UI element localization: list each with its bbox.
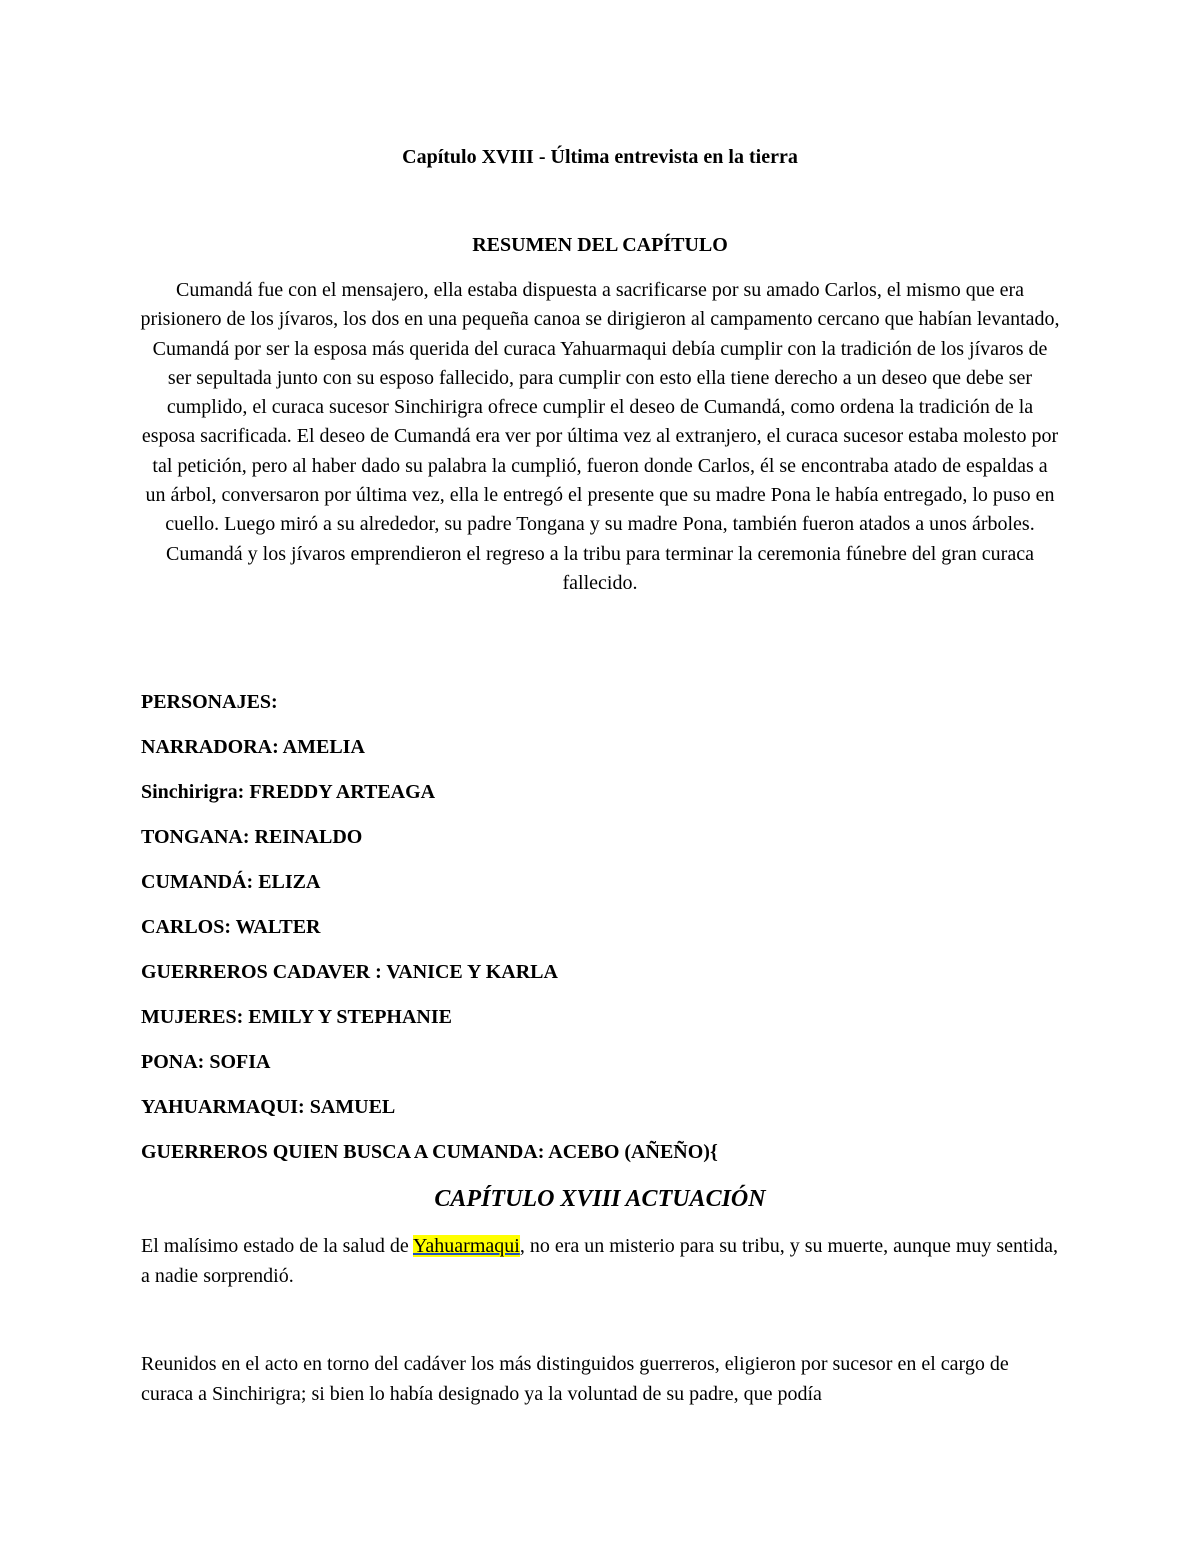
cast-item-yahuarmaqui: YAHUARMAQUI: SAMUEL [141, 1096, 396, 1118]
act-paragraph-1 [141, 1232, 1061, 1291]
cast-item-tongana: TONGANA: REINALDO [141, 826, 363, 848]
cast-item-guerreros-cadaver: GUERREROS CADAVER : VANICE Y KARLA [141, 961, 558, 983]
summary-heading: RESUMEN DEL CAPÍTULO [472, 234, 728, 256]
para1-text-before: El malísimo estado de la salud de [141, 1235, 413, 1257]
cast-item-sinchirigra: Sinchirigra: FREDDY ARTEAGA [141, 781, 436, 803]
cast-item-carlos: CARLOS: WALTER [141, 916, 321, 938]
summary-paragraph: Cumandá fue con el mensajero, ella estaba dispuesta a sacrificarse por su amado Carlos, el mismo que era prisionero de los jívaros, los dos en una pequeña canoa se dirigieron al campamento cercano que habían levantado, Cumandá por ser la esposa más querida del curaca Yahuarmaqui debía cumplir con la tradición de los jívaros de ser sepultada junto con su esposo fallecido, para cumplir con esto ella tiene derecho a un deseo que debe ser cumplido, el curaca sucesor Sinchirigra ofrece cumplir el deseo de Cumandá, como ordena la tradición de la esposa sacrificada. El deseo de Cumandá era ver por última vez al extranjero, el curaca sucesor estaba molesto por tal petición, pero al haber dado su palabra la cumplió, fueron donde Carlos, él se encontraba atado de espaldas a un árbol, conversaron por última vez, ella le entregó el presente que su madre Pona le había entregado, lo puso en cuello. Luego miró a su alrededor, su padre Tongana y su madre Pona, también fueron atados a unos árboles. Cumandá y los jívaros emprendieron el regreso a la tribu para terminar la ceremonia fúnebre del gran curaca fallecido. [140, 279, 1060, 594]
cast-item-guerreros-busca: GUERREROS QUIEN BUSCA A CUMANDA: ACEBO (AÑEÑO){ [141, 1141, 718, 1163]
para1-text-after: , no era un misterio para su tribu, y su muerte, aunque muy sentida, a nadie sorprendió. [141, 1235, 1059, 1287]
highlighted-name: Yahuarmaqui [412, 1235, 520, 1257]
cast-heading: PERSONAJES: [141, 691, 278, 713]
cast-item-mujeres: MUJERES: EMILY Y STEPHANIE [141, 1006, 452, 1028]
cast-item-cumanda: CUMANDÁ: ELIZA [141, 871, 321, 893]
cast-list [141, 733, 718, 1183]
act-heading: CAPÍTULO XVIII ACTUACIÓN [434, 1186, 766, 1212]
act-paragraph-2: Reunidos en el acto en torno del cadáver los más distinguidos guerreros, eligieron por sucesor en el cargo de curaca a Sinchirigra; si bien lo había designado ya la voluntad de su padre, que podía [141, 1353, 1009, 1405]
cast-item-pona: PONA: SOFIA [141, 1051, 271, 1073]
cast-item-narradora: NARRADORA: AMELIA [141, 736, 365, 758]
chapter-title: Capítulo XVIII - Última entrevista en la tierra [402, 146, 798, 168]
